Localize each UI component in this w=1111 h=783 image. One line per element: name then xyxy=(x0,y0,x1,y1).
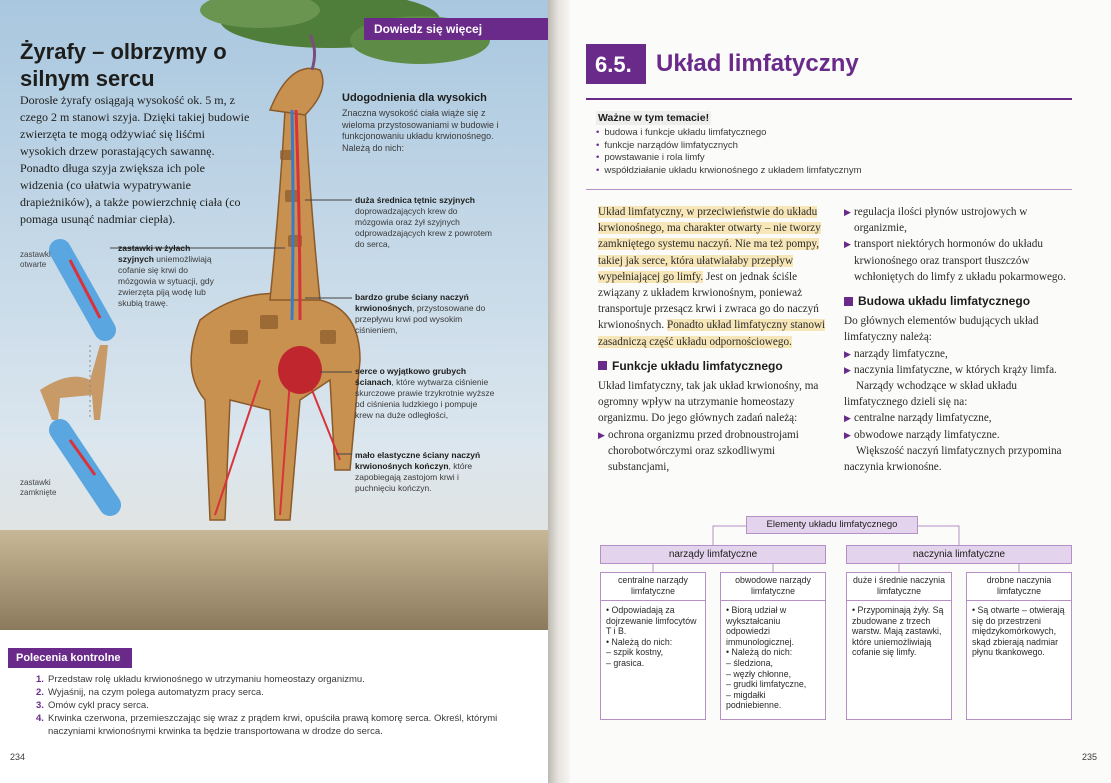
square-bullet-icon xyxy=(844,297,853,306)
bullet-text: narządy limfatyczne, xyxy=(854,347,948,360)
important-list xyxy=(596,127,1062,177)
left-page-intro: Dorosłe żyrafy osiągają wysokość ok. 5 m, z czego 2 m stanowi szyja. Dzięki takiej budowie zwierzęta te mogą odżywiać się liśćmi wysokich drzew porastających sawannę. Ponadto długa szyja zwiększa ich pole widzenia (co ułatwia wypatrywanie drapieżników), a także powierzchnię ciała (co pomaga usunąć nadmiar ciepła). xyxy=(20,93,250,226)
left-page-title: Żyrafy – olbrzymy o silnym sercu xyxy=(20,39,227,91)
task-number: 2. xyxy=(36,687,44,698)
leaf-heading: obwodowe narządy limfatyczne xyxy=(721,573,825,601)
right-page xyxy=(570,0,1111,783)
vessels-text: Większość naczyń limfatycznych przypomina naczynia krwionośne. xyxy=(844,444,1062,474)
leaf-body: • Biorą udział w wykształcaniu odpowiedzi immunologicznej. • Należą do nich: – śledziona, – węzły chłonne, – grudki limfatyczne, – migdałki podniebienne. xyxy=(726,605,807,711)
functions-text: Układ limfatyczny, tak jak układ krwionośny, ma ogromny wpływ na utrzymanie homeostazy organizmu. Do jego głównych zadań należą: xyxy=(598,380,819,425)
list-item xyxy=(844,236,1072,285)
leaf-heading: duże i średnie naczynia limfatyczne xyxy=(847,573,951,601)
structure-text: Do głównych elementów budujących układ limfatyczny należą: xyxy=(844,315,1039,344)
bullet-text: regulacja ilości płynów ustrojowych w organizmie, xyxy=(854,206,1028,235)
triangle-bullet-icon: ▶ xyxy=(844,364,851,375)
callout-rest: , które zapobiegają zastojom krwi i puchnięciu kończyn. xyxy=(355,461,473,493)
callout-bold: mało elastyczne ściany naczyń krwionośnych kończyn xyxy=(355,450,481,471)
task-text: Wyjaśnij, na czym polega automatyzm pracy serca. xyxy=(48,687,264,698)
bullet-text: transport niektórych hormonów do układu krwionośnego oraz transport tłuszczów wchłoniętych do limfy z układu pokarmowego. xyxy=(854,238,1066,283)
leaf-heading: centralne narządy limfatyczne xyxy=(601,573,705,601)
callout-rest: uniemożliwiają cofanie się krwi do mózgowia w sytuacji, gdy zwierzęta piją wodę lub skubią trawę. xyxy=(118,254,214,308)
list-item xyxy=(598,427,826,476)
leaf-heading: drobne naczynia limfatyczne xyxy=(967,573,1071,601)
leaf-body: • Przypominają żyły. Są zbudowane z trzech warstw. Mają zastawki, które uniemożliwiają cofanie się limfy. xyxy=(852,605,944,658)
callout-limb-vessels xyxy=(355,450,495,494)
list-item xyxy=(844,427,1072,443)
diagram-leaf-central-organs xyxy=(600,572,706,720)
diagram-leaf-peripheral-organs xyxy=(720,572,826,720)
list-item xyxy=(36,699,516,712)
square-bullet-icon xyxy=(598,361,607,370)
callout-rest: , przystosowane do przepływu krwi pod wysokim ciśnieniem, xyxy=(355,303,486,335)
callout-heart xyxy=(355,366,495,421)
structure-heading xyxy=(844,293,1072,309)
chapter-title: Układ limfatyczny xyxy=(656,50,859,77)
triangle-bullet-icon: ▶ xyxy=(598,429,605,440)
task-number: 3. xyxy=(36,700,44,711)
triangle-bullet-icon: ▶ xyxy=(844,239,851,250)
callout-rest: doprowadzających krew do mózgowia oraz żył szyjnych odprowadzających krew z powrotem do serca, xyxy=(355,206,493,249)
list-item: • funkcje narządów limfatycznych xyxy=(596,140,1062,153)
leaf-body: • Odpowiadają za dojrzewanie limfocytów T i B. • Należą do nich: – szpik kostny, – grasica. xyxy=(606,605,697,668)
diagram-root-box: Elementy układu limfatycznego xyxy=(746,516,918,534)
valve-open-label: zastawki otwarte xyxy=(20,250,51,269)
text-column-2 xyxy=(844,204,1072,475)
triangle-bullet-icon: ▶ xyxy=(844,207,851,217)
bullet-text: ochrona organizmu przed drobnoustrojami chorobotwórczymi oraz szkodliwymi substancjami, xyxy=(608,428,799,474)
book-gutter xyxy=(548,0,570,783)
diagram-group-organs: narządy limfatyczne xyxy=(600,545,826,564)
paragraph-text: Jest on jednak ściśle związany z układem krwionośnym, ponieważ transportuje przesącz krwi i zwraca go do naczyń krwionośnych. xyxy=(598,270,819,332)
callout-bold: zastawki w żyłach szyjnych xyxy=(118,243,191,264)
task-number: 4. xyxy=(36,713,44,724)
section-heading-text: Budowa układu limfatycznego xyxy=(858,294,1031,309)
bullet-text: centralne narządy limfatyczne, xyxy=(854,412,992,425)
adaptations-text: Znaczna wysokość ciała wiąże się z wieloma przystosowaniami w budowie i funkcjonowaniu układu krwionośnego. Należą do nich: xyxy=(342,108,499,153)
callout-valves xyxy=(118,243,228,309)
task-number: 1. xyxy=(36,674,44,685)
learn-more-tab: Dowiedz się więcej xyxy=(364,18,548,40)
tasks-list xyxy=(36,673,516,738)
bullet-text: obwodowe narządy limfatyczne. xyxy=(854,428,1000,441)
section-heading-text: Funkcje układu limfatycznego xyxy=(612,358,783,373)
task-text: Omów cykl pracy serca. xyxy=(48,700,149,711)
callout-carotid xyxy=(355,195,495,250)
leaf-body: • Są otwarte – otwierają się do przestrzeni międzykomórkowych, skąd zbierają nadmiar płynu tkankowego. xyxy=(972,605,1065,658)
list-item xyxy=(36,673,516,686)
important-topics-box xyxy=(586,98,1072,190)
text-column-1 xyxy=(598,204,826,475)
list-item xyxy=(36,686,516,699)
page-number-right: 235 xyxy=(1081,752,1097,762)
highlighted-text: Układ limfatyczny, w przeciwieństwie do układu krwionośnego, ma charakter otwarty – nie tworzy zamkniętego systemu naczyń. Nie ma też pompy, takiej jak serce, która ułatwiałaby przepływ wypełniającej go limfy. xyxy=(598,206,821,283)
triangle-bullet-icon: ▶ xyxy=(844,413,851,424)
callout-bold: serce o wyjątkowo grubych ścianach xyxy=(355,366,467,387)
callout-bold: duża średnica tętnic szyjnych xyxy=(355,195,475,205)
intro-paragraph xyxy=(598,204,826,350)
list-item: • powstawanie i rola limfy xyxy=(596,152,1062,165)
functions-heading xyxy=(598,358,826,374)
page-number-left: 234 xyxy=(10,752,26,762)
diagram-leaf-large-vessels xyxy=(846,572,952,720)
list-item xyxy=(844,362,1072,378)
diagram-leaf-small-vessels xyxy=(966,572,1072,720)
callout-bold: bardzo grube ściany naczyń krwionośnych xyxy=(355,292,469,313)
list-item xyxy=(844,204,1072,236)
list-item: • budowa i funkcje układu limfatycznego xyxy=(596,127,1062,140)
list-item: • współdziałanie układu krwionośnego z układem limfatycznym xyxy=(596,165,1062,178)
chapter-number: 6.5. xyxy=(586,44,646,84)
triangle-bullet-icon: ▶ xyxy=(844,429,851,440)
task-text: Krwinka czerwona, przemieszczając się wraz z prądem krwi, opuściła prawą komorę serca. Określ, którymi naczyniami krwionośnymi krwinka ta będzie transportowana w drodze do serca. xyxy=(48,713,498,737)
left-page xyxy=(0,0,548,783)
bullet-text: naczynia limfatyczne, w których krąży limfa. xyxy=(854,363,1057,376)
valve-closed-label: zastawki zamknięte xyxy=(20,478,57,497)
tasks-tab: Polecenia kontrolne xyxy=(8,648,132,668)
callout-rest: , które wytwarza ciśnienie skurczowe prawie trzykrotnie wyższe od ciśnienia ludzkiego i pompuje krew na duże odległości, xyxy=(355,377,495,420)
important-heading: Ważne w tym temacie! xyxy=(598,112,710,124)
list-item xyxy=(844,346,1072,362)
list-item xyxy=(844,410,1072,426)
callout-thick-walls xyxy=(355,292,495,336)
organs-text: Narządy wchodzące w skład układu limfatycznego dzieli się na: xyxy=(844,380,1017,409)
diagram-group-vessels: naczynia limfatyczne xyxy=(846,545,1072,564)
task-text: Przedstaw rolę układu krwionośnego w utrzymaniu homeostazy organizmu. xyxy=(48,674,365,685)
adaptations-heading: Udogodnienia dla wysokich xyxy=(342,92,487,104)
highlighted-text: Ponadto układ limfatyczny stanowi zasadniczą część układu odpornościowego. xyxy=(598,319,826,348)
list-item xyxy=(36,712,516,738)
triangle-bullet-icon: ▶ xyxy=(844,348,851,359)
